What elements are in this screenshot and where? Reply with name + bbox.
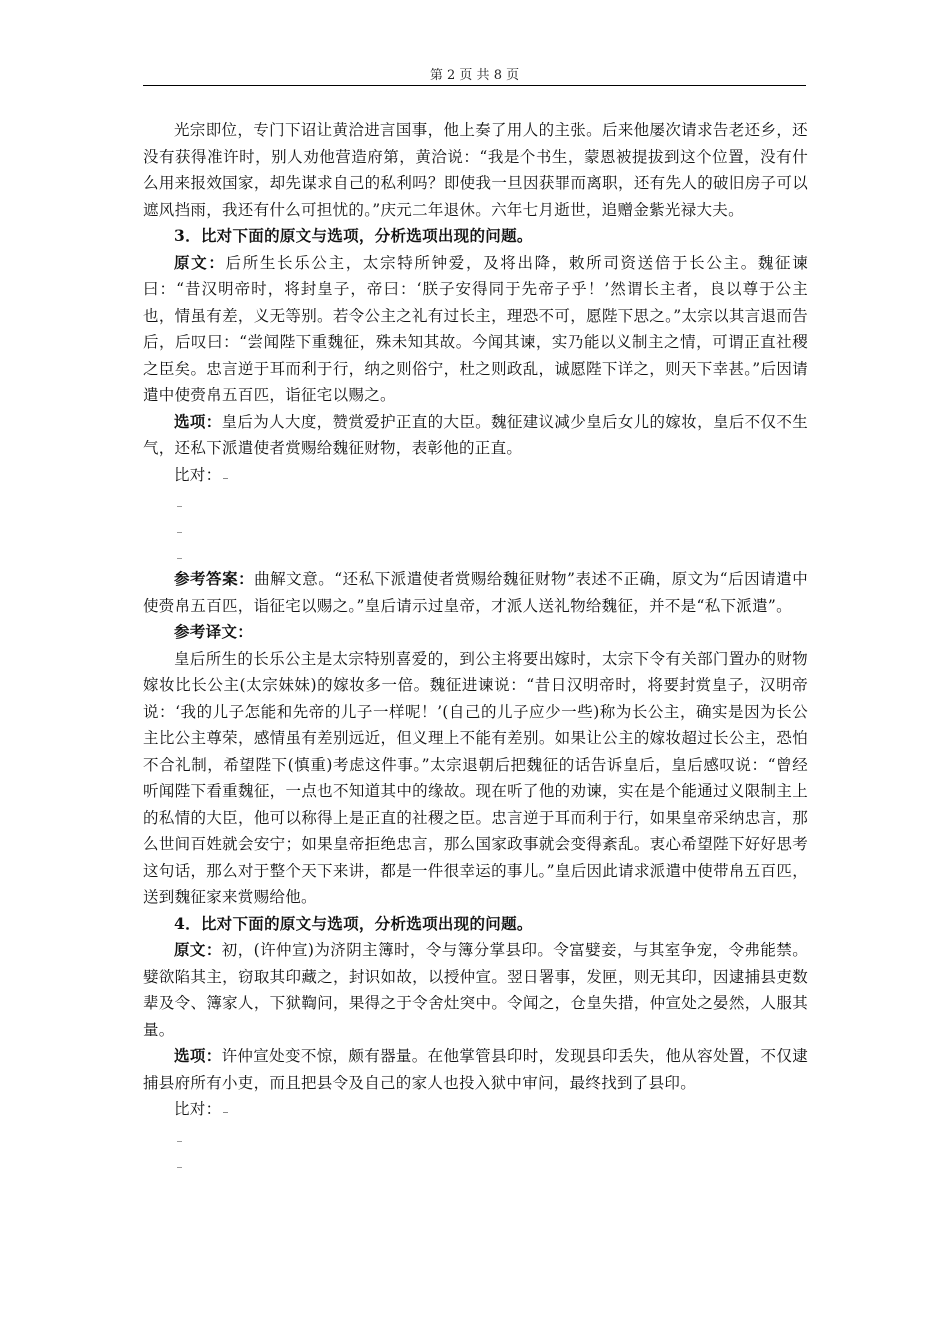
compare-label: 比对： [174,1100,222,1118]
answer-blank-line [143,1149,808,1175]
compare-label: 比对： [174,465,222,484]
question-4-text: 4．比对下面的原文与选项，分析选项出现的问题。 [174,913,533,933]
q3-reference-answer [143,566,808,619]
answer-blank-line [143,540,808,566]
option-label: 选项： [174,411,222,431]
q3-translation: 皇后所生的长乐公主是太宗特别喜爱的，到公主将要出嫁时，太宗下令有关部门置办的财物嫁妆比长公主(太宗妹妹)的嫁妆多一倍。魏征进谏说：“昔日汉明帝时，将要封赏皇子，汉明帝说：‘我的儿子怎能和先帝的儿子一样呢！’(自己的儿子应少一些)称为长公主，确实是因为长公主比公主尊荣，感情虽有差别远近，但义理上不能有差别。如果让公主的嫁妆超过长公主，恐怕不合礼制，希望陛下(慎重)考虑这件事。”太宗退朝后把魏征的话告诉皇后，皇后感叹说：“曾经听闻陛下看重魏征，一点也不知道其中的缘故。现在听了他的劝谏，实在是个能通过义限制主上的私情的大臣，他可以称得上是正直的社稷之臣。忠言逆于耳而利于行，如果皇帝采纳忠言，那么世间百姓就会安宁；如果皇帝拒绝忠言，那么国家政事就会变得紊乱。衷心希望陛下好好思考这句话，那么对于整个天下来讲，都是一件很幸运的事儿。”皇后因此请求派遣中使带帛五百匹，送到魏征家来赏赐给他。 [143,649,808,906]
original-label: 原文： [174,252,226,272]
original-content: 后所生长乐公主，太宗特所钟爱，及将出降，敕所司资送倍于长公主。魏征谏曰：“昔汉明帝时，将封皇子，帝曰：‘朕子安得同于先帝子乎！’然谓长主者，良以尊于公主也，情虽有差，义无等别。若令公主之礼有过长主，理恐不可，愿陛下思之。”太宗以其言退而告后，后叹曰：“尝闻陛下重魏征，殊未知其故。今闻其谏，实乃能以义制主之情，可谓正直社稷之臣矣。忠言逆于耳而利于行，纳之则俗宁，杜之则政乱，诚愿陛下详之，则天下幸甚。”后因请遣中使赍帛五百匹，诣征宅以赐之。 [143,253,809,404]
q4-original-text [143,937,808,1043]
original-content: 初，(许仲宣)为济阴主簿时，令与簿分掌县印。令富嬖妾，与其室争宠，令弗能禁。嬖欲陷其主，窃取其印藏之，封识如故，以授仲宣。翌日署事，发匣，则无其印，因逮捕县吏数辈及令、簿家人，下狱鞫问，果得之于令舍灶突中。令闻之，仓皇失措，仲宣处之晏然，人服其量。 [143,941,809,1039]
answer-content: 曲解文意。“还私下派遣使者赏赐给魏征财物”表述不正确，原文为“后因请遣中使赍帛五百匹，诣征宅以赐之。”皇后请示过皇帝，才派人送礼物给魏征，并不是“私下派遣”。 [143,570,808,615]
translation-label: 参考译文： [174,622,254,641]
answer-blank-mark [223,1112,228,1114]
answer-blank-line [143,488,808,514]
question-3 [143,223,808,250]
document-body [143,117,808,1175]
answer-blank-mark [223,478,228,480]
q4-compare [143,1096,808,1123]
answer-blank-line [143,514,808,540]
answer-label: 参考答案： [174,569,255,588]
answer-blank-line [143,1123,808,1149]
original-label: 原文： [174,940,222,959]
translation-paragraph: 光宗即位，专门下诏让黄洽进言国事，他上奏了用人的主张。后来他屡次请求告老还乡，还没有获得准许时，别人劝他营造府第，黄洽说：“我是个书生，蒙恩被提拔到这个位置，没有什么用来报效国家，却先谋求自己的私利吗？即使我一旦因获罪而离职，还有先人的破旧房子可以遮风挡雨，我还有什么可担忧的。”庆元二年退休。六年七月逝世，追赠金紫光禄大夫。 [143,121,808,219]
q3-original-text [143,250,808,409]
option-label: 选项： [174,1046,222,1065]
question-4 [143,911,808,938]
question-3-text: 3．比对下面的原文与选项，分析选项出现的问题。 [174,226,533,245]
q3-compare [143,462,808,489]
header-divider [143,85,806,86]
q3-option [143,409,808,462]
option-content: 许仲宣处变不惊，颇有器量。在他掌管县印时，发现县印丢失，他从容处置，不仅逮捕县府所有小吏，而且把县令及自己的家人也投入狱中审问，最终找到了县印。 [143,1047,808,1092]
page-header: 第 2 页 共 8 页 [429,68,520,83]
q4-option [143,1043,808,1096]
q3-translation-heading [143,619,808,646]
option-content: 皇后为人大度，赞赏爱护正直的大臣。魏征建议减少皇后女儿的嫁妆，皇后不仅不生气，还私下派遣使者赏赐给魏征财物，表彰他的正直。 [143,412,808,457]
